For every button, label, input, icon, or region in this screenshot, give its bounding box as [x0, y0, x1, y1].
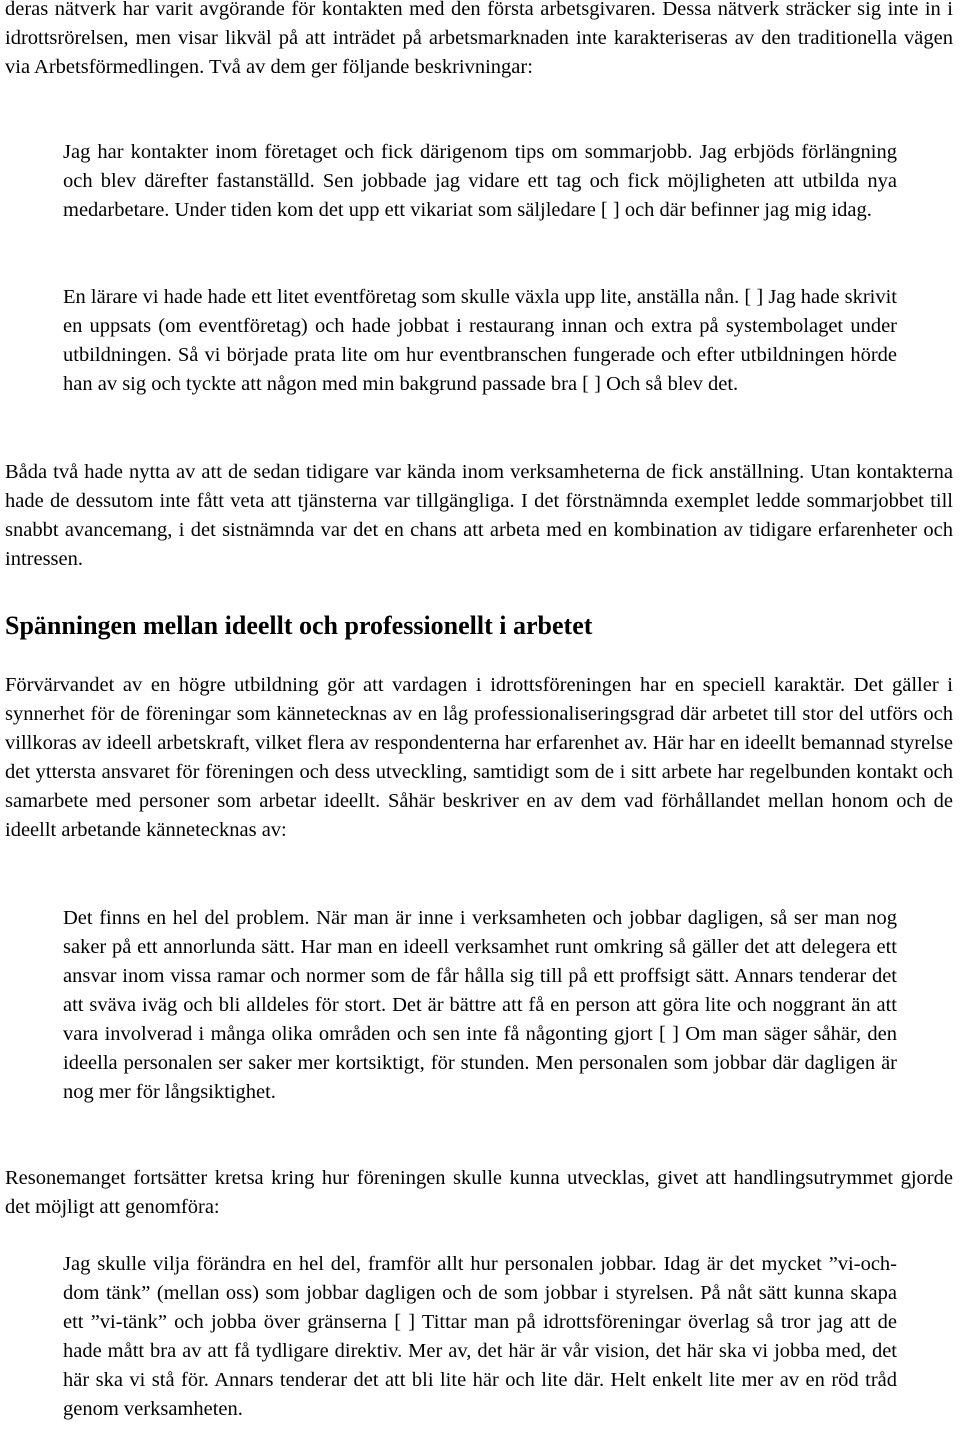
intro-paragraph: deras nätverk har varit avgörande för kontakten med den första arbetsgivaren. Dessa nätverk sträcker sig inte in i idrottsrörelsen, men visar likväl på att inträdet på arbetsmarknaden inte karakteriseras av den traditionella vägen via Arbetsförmedlingen. Två av dem ger följande beskrivningar:	[5, 0, 953, 78]
quote-block-2: En lärare vi hade hade ett litet eventföretag som skulle växla upp lite, anställa nån. [ ] Jag hade skrivit en uppsats (om eventföretag) och hade jobbat i restaurang innan och extra på systembolaget under utbildningen. Så vi började prata lite om hur eventbranschen fungerade och efter utbildningen hörde han av sig och tyckte att någon med min bakgrund passade bra [ ] Och så blev det.	[63, 286, 897, 395]
quote-block-4: Jag skulle vilja förändra en hel del, framför allt hur personalen jobbar. Idag är det mycket ”vi-och-dom tänk” (mellan oss) som jobbar dagligen och de som jobbar i styrelsen. På nåt sätt kunna skapa ett ”vi-tänk” och jobba över gränserna [ ] Tittar man på idrottsföreningar överlag så tror jag att de hade mått bra av att få tydligare direktiv. Mer av, det här är vår vision, det här ska vi jobba med, det här ska vi stå för. Annars tenderar det att bli lite här och lite där. Helt enkelt lite mer av en röd tråd genom verksamheten.	[63, 1253, 897, 1420]
paragraph-reasoning: Resonemanget fortsätter kretsa kring hur föreningen skulle kunna utvecklas, givet att handlingsutrymmet gjorde det möjligt att genomföra:	[5, 1167, 953, 1218]
quote-block-1: Jag har kontakter inom företaget och fick därigenom tips om sommarjobb. Jag erbjöds förlängning och blev därefter fastanställd. Sen jobbade jag vidare ett tag och fick möjligheten att utbilda nya medarbetare. Under tiden kom det upp ett vikariat som säljledare [ ] och där befinner jag mig idag.	[63, 141, 897, 221]
paragraph-professionalism: Förvärvandet av en högre utbildning gör att vardagen i idrottsföreningen har en speciell karaktär. Det gäller i synnerhet för de föreningar som kännetecknas av en låg professionaliseringsgrad där arbetet till stor del utförs och villkoras av ideell arbetskraft, vilket flera av respondenterna har erfarenhet av. Här har en ideellt bemannad styrelse det yttersta ansvaret för föreningen och dess utveckling, samtidigt som de i sitt arbete har regelbunden kontakt och samarbete med personer som arbetar ideellt. Såhär beskriver en av dem vad förhållandet mellan honom och de ideellt arbetande kännetecknas av:	[5, 674, 953, 841]
section-heading: Spänningen mellan ideellt och professionellt i arbetet	[5, 611, 593, 640]
quote-block-3: Det finns en hel del problem. När man är inne i verksamheten och jobbar dagligen, så ser man nog saker på ett annorlunda sätt. Har man en ideell verksamhet runt omkring så gäller det att delegera ett ansvar inom vissa ramar och normer som de får hålla sig till på ett proffsigt sätt. Annars tenderar det att sväva iväg och bli alldeles för stort. Det är bättre att få en person att göra lite och noggrant än att vara involverad i många olika områden och sen inte få någonting gjort [ ] Om man säger såhär, den ideella personalen ser saker mer kortsiktigt, för stunden. Men personalen som jobbar där dagligen är nog mer för långsiktighet.	[63, 907, 897, 1103]
paragraph-contact-benefits: Båda två hade nytta av att de sedan tidigare var kända inom verksamheterna de fick anställning. Utan kontakterna hade de dessutom inte fått veta att tjänsterna var tillgängliga. I det förstnämnda exemplet ledde sommarjobbet till snabbt avancemang, i det sistnämnda var det en chans att arbeta med en kombination av tidigare erfarenheter och intressen.	[5, 461, 953, 570]
